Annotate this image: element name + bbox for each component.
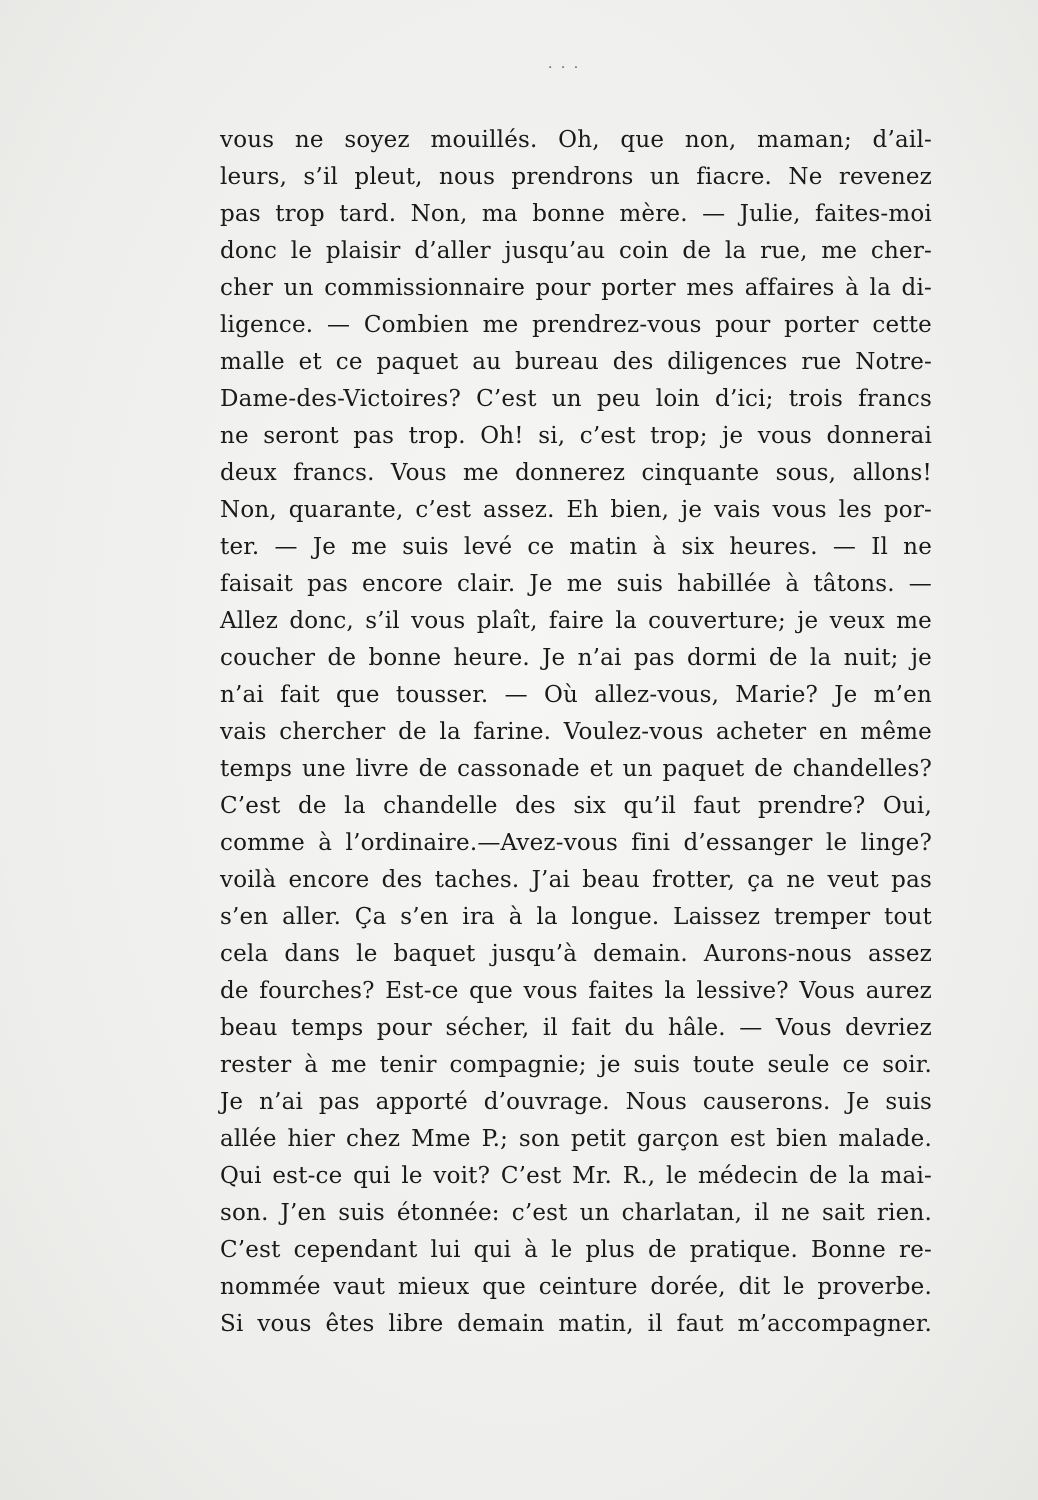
text-line: ter. — Je me suis levé ce matin à six heures. — Il ne	[220, 534, 932, 560]
text-line: malle et ce paquet au bureau des diligences rue Notre-	[220, 349, 932, 375]
text-line: Si vous êtes libre demain matin, il faut m’accompagner.	[220, 1311, 932, 1337]
text-line: cela dans le baquet jusqu’à demain. Aurons-nous assez	[220, 941, 932, 967]
text-line: pas trop tard. Non, ma bonne mère. — Julie, faites-moi	[220, 201, 932, 227]
page-mark: · · ·	[548, 60, 581, 76]
text-line: Qui est-ce qui le voit? C’est Mr. R., le médecin de la mai-	[220, 1163, 932, 1189]
text-line: ne seront pas trop. Oh! si, c’est trop; je vous donnerai	[220, 423, 932, 449]
text-line: deux francs. Vous me donnerez cinquante sous, allons!	[220, 460, 932, 486]
text-line: vais chercher de la farine. Voulez-vous acheter en même	[220, 719, 932, 745]
text-line: n’ai fait que tousser. — Où allez-vous, Marie? Je m’en	[220, 682, 932, 708]
text-line: Allez donc, s’il vous plaît, faire la couverture; je veux me	[220, 608, 932, 634]
text-line: temps une livre de cassonade et un paquet de chandelles?	[220, 756, 932, 782]
text-line: son. J’en suis étonnée: c’est un charlatan, il ne sait rien.	[220, 1200, 932, 1226]
text-line: leurs, s’il pleut, nous prendrons un fiacre. Ne revenez	[220, 164, 932, 190]
text-line: Je n’ai pas apporté d’ouvrage. Nous causerons. Je suis	[220, 1089, 932, 1115]
text-line: vous ne soyez mouillés. Oh, que non, maman; d’ail-	[220, 127, 932, 153]
text-line: allée hier chez Mme P.; son petit garçon est bien malade.	[220, 1126, 932, 1152]
text-line: C’est de la chandelle des six qu’il faut prendre? Oui,	[220, 793, 932, 819]
text-line: cher un commissionnaire pour porter mes affaires à la di-	[220, 275, 932, 301]
text-line: ligence. — Combien me prendrez-vous pour porter cette	[220, 312, 932, 338]
text-line: comme à l’ordinaire.—Avez-vous fini d’essanger le linge?	[220, 830, 932, 856]
text-line: donc le plaisir d’aller jusqu’au coin de la rue, me cher-	[220, 238, 932, 264]
text-line: de fourches? Est-ce que vous faites la lessive? Vous aurez	[220, 978, 932, 1004]
text-line: faisait pas encore clair. Je me suis habillée à tâtons. —	[220, 571, 932, 597]
text-line: beau temps pour sécher, il fait du hâle. — Vous devriez	[220, 1015, 932, 1041]
text-line: nommée vaut mieux que ceinture dorée, dit le proverbe.	[220, 1274, 932, 1300]
text-line: C’est cependant lui qui à le plus de pratique. Bonne re-	[220, 1237, 932, 1263]
text-line: Non, quarante, c’est assez. Eh bien, je vais vous les por-	[220, 497, 932, 523]
text-line: Dame-des-Victoires? C’est un peu loin d’ici; trois francs	[220, 386, 932, 412]
text-line: coucher de bonne heure. Je n’ai pas dormi de la nuit; je	[220, 645, 932, 671]
body-text	[220, 122, 932, 1343]
text-line: s’en aller. Ça s’en ira à la longue. Laissez tremper tout	[220, 904, 932, 930]
text-line: rester à me tenir compagnie; je suis toute seule ce soir.	[220, 1052, 932, 1078]
text-line: voilà encore des taches. J’ai beau frotter, ça ne veut pas	[220, 867, 932, 893]
